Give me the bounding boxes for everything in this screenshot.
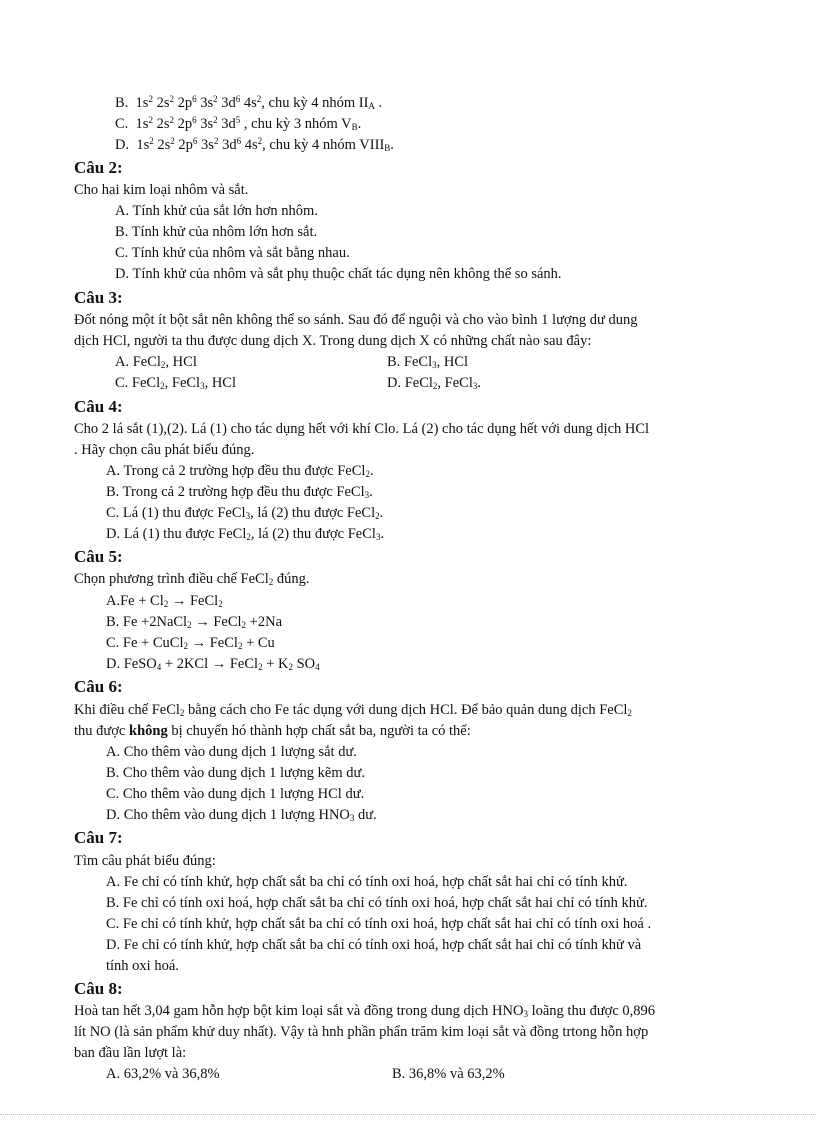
q4-title: Câu 4: [74,397,123,416]
q1-option-b: B. $1s^2$ $2s^2$ $2p^6$ $3s^2$ $3d^6$ $4s^2$, chu kỳ 4 nhóm $II_A$ . [115,94,383,111]
q4-option-d: D. Lá (1) thu được FeCl$_2$, lá (2) thu được FeCl$_3$. [106,526,385,542]
q8-title: Câu 8: [74,979,123,998]
q6-option-b: B. Cho thêm vào dung dịch 1 lượng kẽm dư. [106,765,365,781]
q3-stem-2: dịch HCl, người ta thu được dung dịch X. Trong dung dịch X có những chất nào sau đây: [74,333,592,349]
q4-stem-2: . Hãy chọn câu phát biểu đúng. [74,442,255,458]
q5-title: Câu 5: [74,547,123,566]
q2-option-a: A. Tính khử của sắt lớn hơn nhôm. [115,203,318,219]
q6-title: Câu 6: [74,677,123,696]
q2-option-c: C. Tính khử của nhôm và sắt bằng nhau. [115,245,350,261]
q6-option-d: D. Cho thêm vào dung dịch 1 lượng $HNO_3$ dư. [106,807,377,823]
q6-option-c: C. Cho thêm vào dung dịch 1 lượng HCl dư. [106,786,365,802]
q5-option-b: B. Fe +2NaCl$_2$ → FeCl$_2$ +2Na [106,614,283,630]
q4-option-b: B. Trong cả 2 trường hợp đều thu được FeCl$_3$. [106,484,373,500]
q1-option-c: C. $1s^2$ $2s^2$ $2p^6$ $3s^2$ $3d^5$ , chu kỳ 3 nhóm $V_B$. [115,115,362,132]
q1-option-d: D. $1s^2$ $2s^2$ $2p^6$ $3s^2$ $3d^6$ $4s^2$, chu kỳ 4 nhóm $VIII_B$. [115,136,394,153]
q3-option-c: C. FeCl$_2$, FeCl$_3$, HCl [115,375,236,391]
q7-stem: Tìm câu phát biểu đúng: [74,853,216,869]
q5-option-d: D. FeSO$_4$ + 2KCl → FeCl$_2$ + $K_2$ $SO_4$ [106,656,320,672]
q8-option-a: A. 63,2% và 36,8% [106,1066,220,1082]
q3-option-b: B. FeCl$_3$, HCl [387,354,469,370]
q2-option-d: D. Tính khử của nhôm và sắt phụ thuộc chất tác dụng nên không thể so sánh. [115,266,562,282]
q8-stem-2: lít NO (là sản phẩm khử duy nhất). Vậy tà hnh phần phẩn trăm kim loại sắt và đồng trtong hỗn hợp [74,1024,649,1040]
q7-title: Câu 7: [74,828,123,847]
q7-option-d: D. Fe chỉ có tính khử, hợp chất sắt ba chỉ có tính oxi hoá, hợp chất sắt hai chỉ có tính khử và [106,937,642,953]
q6-option-a: A. Cho thêm vào dung dịch 1 lượng sắt dư. [106,744,357,760]
q7-option-b: B. Fe chỉ có tính oxi hoá, hợp chất sắt ba chỉ có tính oxi hoá, hợp chất sắt hai chỉ có tính khử. [106,895,648,911]
q5-option-a: $A.Fe + Cl_2$ → FeCl$_2$ [106,593,223,609]
q2-stem: Cho hai kim loại nhôm và sắt. [74,182,249,198]
q3-option-a: A. FeCl$_2$, HCl [115,354,197,370]
q4-option-a: A. Trong cả 2 trường hợp đều thu được FeCl$_2$. [106,463,374,479]
q6-stem-2: thu được không bị chuyển hó thành hợp chất sắt ba, người ta có thể: [74,723,471,739]
q8-option-b: B. 36,8% và 63,2% [392,1066,505,1082]
q4-stem-1: Cho 2 lá sắt (1),(2). Lá (1) cho tác dụng hết với khí Clo. Lá (2) cho tác dụng hết với dung dịch HCl [74,421,650,437]
q6-stem-1: Khi điều chế FeCl$_2$ bằng cách cho Fe tác dụng với dung dịch HCl. Để bảo quản dung dịch FeCl$_2$ [74,702,632,718]
q7-option-a: A. Fe chỉ có tính khử, hợp chất sắt ba chỉ có tính oxi hoá, hợp chất sắt hai chỉ có tính khử. [106,874,628,890]
q3-title: Câu 3: [74,288,123,307]
q2-option-b: B. Tính khử của nhôm lớn hơn sắt. [115,224,318,240]
q5-option-c: C. Fe + CuCl$_2$ → FeCl$_2$ + Cu [106,635,275,651]
q8-stem-1: Hoà tan hết 3,04 gam hỗn hợp bột kim loại sắt và đồng trong dung dịch $HNO_3$ loãng thu được 0,896 [74,1003,656,1019]
q7-option-d-cont: tính oxi hoá. [106,958,179,974]
q5-stem: Chọn phương trình điều chế FeCl$_2$ đúng. [74,571,310,587]
q3-stem-1: Đốt nóng một ít bột sắt nên không thể so sánh. Sau đó để nguội và cho vào bình 1 lượng dư dung [74,312,638,328]
q4-option-c: C. Lá (1) thu được FeCl$_3$, lá (2) thu được FeCl$_2$. [106,505,384,521]
page-bottom-edge [0,1114,816,1115]
q7-option-c: C. Fe chỉ có tính khử, hợp chất sắt ba chỉ có tính oxi hoá, hợp chất sắt hai chỉ có tính oxi hoá . [106,916,652,932]
q3-option-d: D. FeCl$_2$, FeCl$_3$. [387,375,481,391]
q2-title: Câu 2: [74,158,123,177]
q8-stem-3: ban đầu lần lượt là: [74,1045,187,1061]
